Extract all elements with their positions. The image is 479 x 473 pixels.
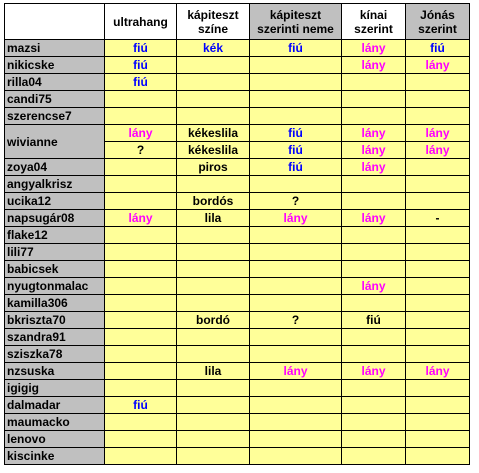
data-cell[interactable]: lila xyxy=(177,210,250,227)
data-cell[interactable]: fiú xyxy=(105,57,177,74)
table-row xyxy=(5,108,470,125)
row-name-cell[interactable]: sziszka78 xyxy=(5,346,105,363)
data-cell[interactable]: bordós xyxy=(177,193,250,210)
data-cell[interactable] xyxy=(342,346,406,363)
header-kapiteszt-szine[interactable]: kápiteszt színe xyxy=(177,4,250,40)
row-name-cell[interactable]: bkriszta70 xyxy=(5,312,105,329)
data-cell[interactable] xyxy=(342,380,406,397)
header-row xyxy=(5,4,470,40)
data-cell[interactable] xyxy=(342,227,406,244)
table-row xyxy=(5,125,470,142)
data-cell[interactable] xyxy=(342,91,406,108)
data-cell[interactable] xyxy=(250,108,342,125)
data-cell[interactable]: piros xyxy=(177,159,250,176)
data-cell[interactable]: - xyxy=(406,210,470,227)
data-cell[interactable]: lány xyxy=(342,210,406,227)
data-cell[interactable]: fiú xyxy=(342,312,406,329)
row-name-cell[interactable]: rilla04 xyxy=(5,74,105,91)
data-cell[interactable] xyxy=(177,244,250,261)
table-row xyxy=(5,295,470,312)
row-name-cell[interactable]: lili77 xyxy=(5,244,105,261)
data-cell[interactable] xyxy=(342,329,406,346)
data-cell[interactable] xyxy=(342,244,406,261)
data-cell[interactable]: kékeslila xyxy=(177,125,250,142)
data-cell[interactable] xyxy=(250,295,342,312)
data-cell[interactable]: lány xyxy=(406,363,470,380)
data-cell[interactable] xyxy=(105,329,177,346)
table-row xyxy=(5,312,470,329)
data-cell[interactable]: kékeslila xyxy=(177,142,250,159)
data-cell[interactable] xyxy=(406,312,470,329)
data-cell[interactable]: fiú xyxy=(250,40,342,57)
data-cell[interactable] xyxy=(250,244,342,261)
data-cell[interactable] xyxy=(250,397,342,414)
data-cell[interactable] xyxy=(177,329,250,346)
row-name-cell[interactable]: dalmadar xyxy=(5,397,105,414)
data-cell[interactable] xyxy=(250,74,342,91)
row-name-cell[interactable]: napsugár08 xyxy=(5,210,105,227)
table-row xyxy=(5,244,470,261)
data-cell[interactable] xyxy=(250,431,342,448)
data-cell[interactable] xyxy=(406,244,470,261)
data-cell[interactable]: fiú xyxy=(105,40,177,57)
table-row xyxy=(5,431,470,448)
row-name-cell[interactable]: lenovo xyxy=(5,431,105,448)
data-cell[interactable]: lány xyxy=(406,125,470,142)
data-cell[interactable] xyxy=(342,431,406,448)
table-row xyxy=(5,227,470,244)
data-cell[interactable]: bordó xyxy=(177,312,250,329)
data-cell[interactable]: fiú xyxy=(250,159,342,176)
table-row xyxy=(5,74,470,91)
data-cell[interactable] xyxy=(250,346,342,363)
data-cell[interactable]: lány xyxy=(342,278,406,295)
row-name-cell[interactable]: babicsek xyxy=(5,261,105,278)
data-cell[interactable] xyxy=(250,329,342,346)
data-cell[interactable]: lány xyxy=(250,210,342,227)
data-cell[interactable] xyxy=(105,261,177,278)
data-cell[interactable] xyxy=(177,346,250,363)
data-cell[interactable] xyxy=(406,380,470,397)
data-cell[interactable] xyxy=(105,414,177,431)
data-cell[interactable] xyxy=(105,91,177,108)
data-cell[interactable] xyxy=(406,91,470,108)
row-name-cell[interactable]: nyugtonmalac xyxy=(5,278,105,295)
data-cell[interactable] xyxy=(406,159,470,176)
data-cell[interactable]: lány xyxy=(342,57,406,74)
data-cell[interactable] xyxy=(105,159,177,176)
data-cell[interactable] xyxy=(342,261,406,278)
data-cell[interactable]: lány xyxy=(250,363,342,380)
table-row xyxy=(5,329,470,346)
table-row xyxy=(5,363,470,380)
data-cell[interactable] xyxy=(406,414,470,431)
row-name-cell[interactable]: nikicske xyxy=(5,57,105,74)
data-cell[interactable] xyxy=(250,176,342,193)
data-cell[interactable] xyxy=(342,448,406,465)
data-cell[interactable]: lány xyxy=(105,125,177,142)
table-row xyxy=(5,91,470,108)
data-cell[interactable] xyxy=(250,448,342,465)
data-cell[interactable]: fiú xyxy=(406,40,470,57)
data-cell[interactable] xyxy=(342,108,406,125)
row-name-cell[interactable]: flake12 xyxy=(5,227,105,244)
data-cell[interactable] xyxy=(177,397,250,414)
data-cell[interactable] xyxy=(342,295,406,312)
data-cell[interactable] xyxy=(406,329,470,346)
data-cell[interactable]: lány xyxy=(406,142,470,159)
data-cell[interactable] xyxy=(406,346,470,363)
data-cell[interactable]: fiú xyxy=(250,142,342,159)
data-cell[interactable] xyxy=(105,176,177,193)
data-cell[interactable]: ? xyxy=(250,193,342,210)
data-cell[interactable] xyxy=(342,176,406,193)
data-cell[interactable] xyxy=(406,295,470,312)
data-cell[interactable] xyxy=(105,295,177,312)
row-name-cell[interactable]: kiscinke xyxy=(5,448,105,465)
row-name-cell[interactable]: angyalkrisz xyxy=(5,176,105,193)
table-row xyxy=(5,193,470,210)
row-name-cell[interactable]: wivianne xyxy=(5,125,105,159)
data-cell[interactable] xyxy=(177,91,250,108)
table-row xyxy=(5,40,470,57)
data-cell[interactable] xyxy=(250,227,342,244)
row-name-cell[interactable]: ucika12 xyxy=(5,193,105,210)
data-cell[interactable] xyxy=(250,278,342,295)
table-row xyxy=(5,278,470,295)
data-cell[interactable]: kék xyxy=(177,40,250,57)
data-cell[interactable] xyxy=(177,431,250,448)
data-cell[interactable] xyxy=(177,108,250,125)
data-cell[interactable] xyxy=(250,414,342,431)
data-cell[interactable]: lány xyxy=(342,142,406,159)
table-row xyxy=(5,448,470,465)
data-cell[interactable] xyxy=(105,431,177,448)
spreadsheet-table xyxy=(4,3,470,465)
data-cell[interactable] xyxy=(342,397,406,414)
data-cell[interactable] xyxy=(406,176,470,193)
data-cell[interactable] xyxy=(105,193,177,210)
data-cell[interactable]: fiú xyxy=(250,125,342,142)
data-cell[interactable] xyxy=(105,448,177,465)
data-cell[interactable]: ? xyxy=(250,312,342,329)
data-cell[interactable] xyxy=(177,380,250,397)
row-name-cell[interactable]: szerencse7 xyxy=(5,108,105,125)
data-cell[interactable]: lány xyxy=(105,210,177,227)
data-cell[interactable] xyxy=(177,414,250,431)
data-cell[interactable] xyxy=(177,278,250,295)
data-cell[interactable] xyxy=(406,261,470,278)
row-name-cell[interactable]: igigig xyxy=(5,380,105,397)
row-name-cell[interactable]: szandra91 xyxy=(5,329,105,346)
corner-cell[interactable] xyxy=(5,4,105,40)
data-cell[interactable] xyxy=(342,74,406,91)
data-cell[interactable]: ? xyxy=(105,142,177,159)
row-name-cell[interactable]: zoya04 xyxy=(5,159,105,176)
data-cell[interactable] xyxy=(177,74,250,91)
data-cell[interactable] xyxy=(406,193,470,210)
data-cell[interactable] xyxy=(250,380,342,397)
table-body xyxy=(5,40,470,465)
data-cell[interactable] xyxy=(406,74,470,91)
data-cell[interactable]: lány xyxy=(342,159,406,176)
data-cell[interactable] xyxy=(177,295,250,312)
data-cell[interactable] xyxy=(406,227,470,244)
data-cell[interactable] xyxy=(105,312,177,329)
data-cell[interactable] xyxy=(105,244,177,261)
data-cell[interactable] xyxy=(105,346,177,363)
data-cell[interactable] xyxy=(250,57,342,74)
data-cell[interactable] xyxy=(177,57,250,74)
row-name-cell[interactable]: candi75 xyxy=(5,91,105,108)
row-name-cell[interactable]: kamilla306 xyxy=(5,295,105,312)
data-cell[interactable] xyxy=(105,108,177,125)
data-cell[interactable] xyxy=(342,414,406,431)
data-cell[interactable] xyxy=(105,380,177,397)
data-cell[interactable] xyxy=(105,278,177,295)
table-row xyxy=(5,414,470,431)
data-cell[interactable] xyxy=(406,431,470,448)
row-name-cell[interactable]: mazsi xyxy=(5,40,105,57)
data-cell[interactable]: fiú xyxy=(105,397,177,414)
row-name-cell[interactable]: nzsuska xyxy=(5,363,105,380)
data-cell[interactable]: lila xyxy=(177,363,250,380)
table-row xyxy=(5,159,470,176)
data-cell[interactable]: lány xyxy=(342,40,406,57)
data-cell[interactable]: fiú xyxy=(105,74,177,91)
data-cell[interactable] xyxy=(177,261,250,278)
data-cell[interactable] xyxy=(406,108,470,125)
data-cell[interactable] xyxy=(406,448,470,465)
table-row xyxy=(5,397,470,414)
table-row xyxy=(5,210,470,227)
data-cell[interactable] xyxy=(177,227,250,244)
data-cell[interactable] xyxy=(177,176,250,193)
data-cell[interactable] xyxy=(406,278,470,295)
data-cell[interactable]: lány xyxy=(406,57,470,74)
data-cell[interactable] xyxy=(105,363,177,380)
header-kapiteszt-szerinti-neme[interactable]: kápiteszt szerinti neme xyxy=(250,4,342,40)
data-cell[interactable] xyxy=(406,397,470,414)
data-cell[interactable] xyxy=(250,261,342,278)
data-cell[interactable] xyxy=(342,193,406,210)
table-row xyxy=(5,57,470,74)
table-row xyxy=(5,261,470,278)
data-cell[interactable] xyxy=(105,227,177,244)
data-cell[interactable] xyxy=(177,448,250,465)
header-ultrahang[interactable]: ultrahang xyxy=(105,4,177,40)
header-kinai-szerint[interactable]: kínai szerint xyxy=(342,4,406,40)
table-row xyxy=(5,176,470,193)
table-row xyxy=(5,380,470,397)
data-cell[interactable]: lány xyxy=(342,125,406,142)
data-cell[interactable] xyxy=(250,91,342,108)
header-jonas-szerint[interactable]: Jónás szerint xyxy=(406,4,470,40)
data-cell[interactable]: lány xyxy=(342,363,406,380)
row-name-cell[interactable]: maumacko xyxy=(5,414,105,431)
table-row xyxy=(5,346,470,363)
